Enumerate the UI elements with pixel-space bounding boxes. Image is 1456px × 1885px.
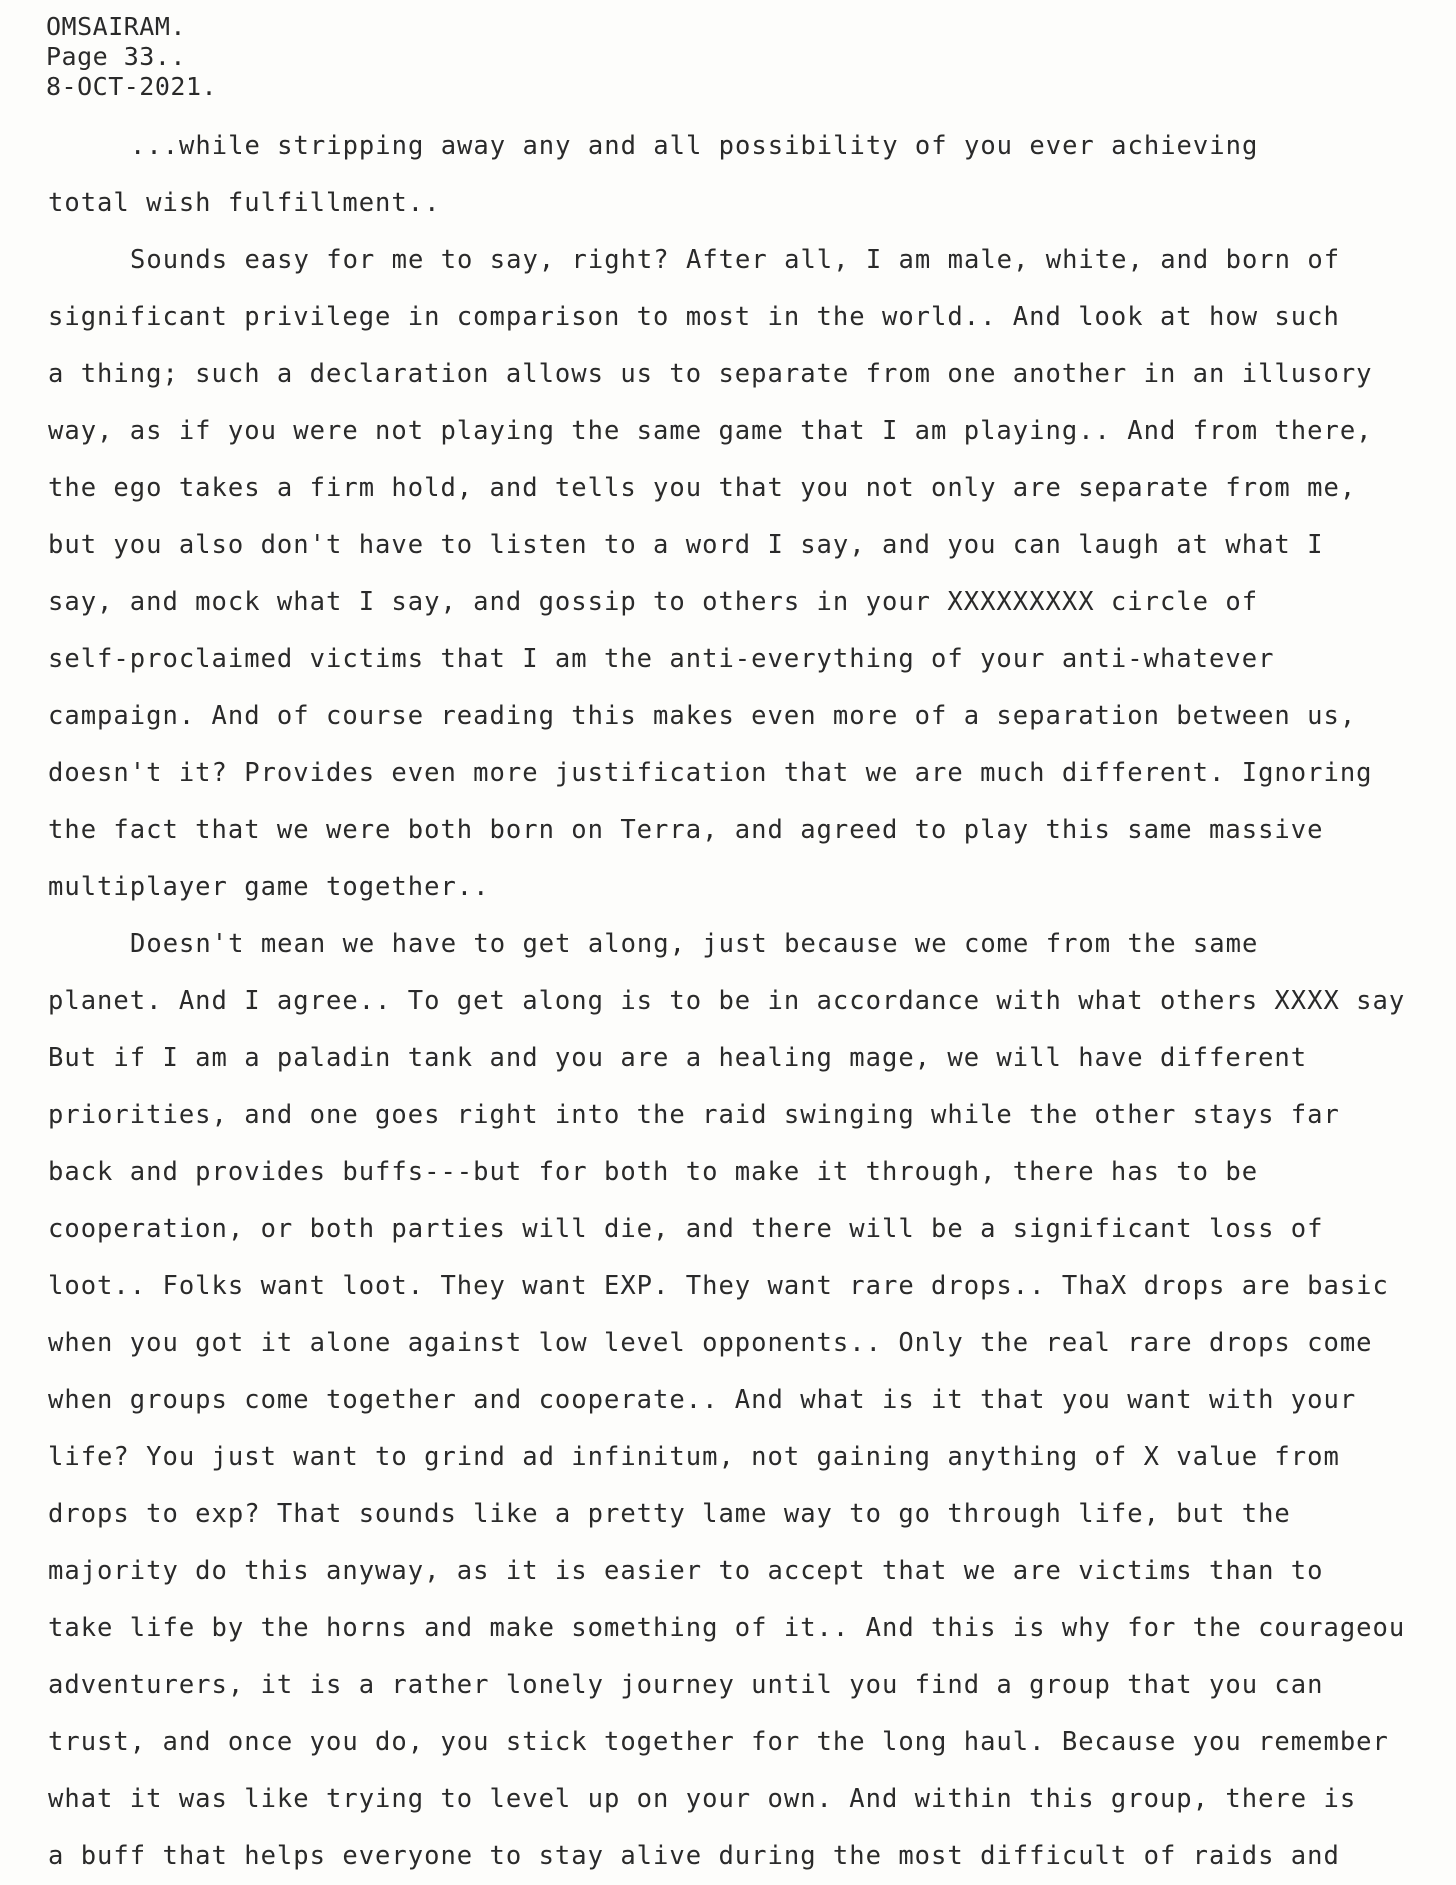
text-line: loot.. Folks want loot. They want EXP. They want rare drops.. ThaX drops are basic [48, 1271, 1389, 1301]
text-line: what it was like trying to level up on your own. And within this group, there is [48, 1784, 1357, 1814]
text-line: planet. And I agree.. To get along is to be in accordance with what others XXXX say [48, 986, 1406, 1016]
text-line: trust, and once you do, you stick together for the long haul. Because you remember [48, 1727, 1389, 1757]
header-page-number: Page 33.. [46, 42, 186, 71]
text-line: back and provides buffs---but for both to make it through, there has to be [48, 1157, 1259, 1187]
text-line: doesn't it? Provides even more justification that we are much different. Ignoring [48, 758, 1373, 788]
text-line: significant privilege in comparison to most in the world.. And look at how such [48, 302, 1340, 332]
text-line: when groups come together and cooperate.. And what is it that you want with your [48, 1385, 1357, 1415]
text-line: say, and mock what I say, and gossip to others in your XXXXXXXXX circle of [48, 587, 1259, 617]
text-line: total wish fulfillment.. [48, 188, 441, 218]
text-line: life? You just want to grind ad infinitum, not gaining anything of X value from [48, 1442, 1340, 1472]
document-body [48, 118, 1448, 1885]
text-line: Doesn't mean we have to get along, just because we come from the same [130, 929, 1259, 959]
text-line: drops to exp? That sounds like a pretty lame way to go through life, but the [48, 1499, 1291, 1529]
text-line: ...while stripping away any and all possibility of you ever achieving [130, 131, 1259, 161]
text-line: a thing; such a declaration allows us to separate from one another in an illusory [48, 359, 1373, 389]
text-line: majority do this anyway, as it is easier to accept that we are victims than to [48, 1556, 1324, 1586]
header-date: 8-OCT-2021. [46, 72, 218, 101]
text-line: adventurers, it is a rather lonely journey until you find a group that you can [48, 1670, 1324, 1700]
text-line: But if I am a paladin tank and you are a healing mage, we will have different [48, 1043, 1308, 1073]
text-line: multiplayer game together.. [48, 872, 490, 902]
text-line: a buff that helps everyone to stay alive during the most difficult of raids and [48, 1841, 1340, 1871]
text-line: campaign. And of course reading this makes even more of a separation between us, [48, 701, 1357, 731]
text-line: self-proclaimed victims that I am the anti-everything of your anti-whatever [48, 644, 1275, 674]
text-line: when you got it alone against low level opponents.. Only the real rare drops come [48, 1328, 1373, 1358]
text-line: Sounds easy for me to say, right? After all, I am male, white, and born of [130, 245, 1341, 275]
header-title: OMSAIRAM. [46, 12, 186, 41]
text-line: take life by the horns and make something of it.. And this is why for the courageou [48, 1613, 1406, 1643]
text-line: cooperation, or both parties will die, and there will be a significant loss of [48, 1214, 1324, 1244]
text-line: way, as if you were not playing the same game that I am playing.. And from there, [48, 416, 1373, 446]
text-line: priorities, and one goes right into the raid swinging while the other stays far [48, 1100, 1340, 1130]
text-line: the ego takes a firm hold, and tells you that you not only are separate from me, [48, 473, 1357, 503]
text-line: but you also don't have to listen to a word I say, and you can laugh at what I [48, 530, 1324, 560]
text-line: the fact that we were both born on Terra, and agreed to play this same massive [48, 815, 1324, 845]
page-header [46, 12, 217, 102]
